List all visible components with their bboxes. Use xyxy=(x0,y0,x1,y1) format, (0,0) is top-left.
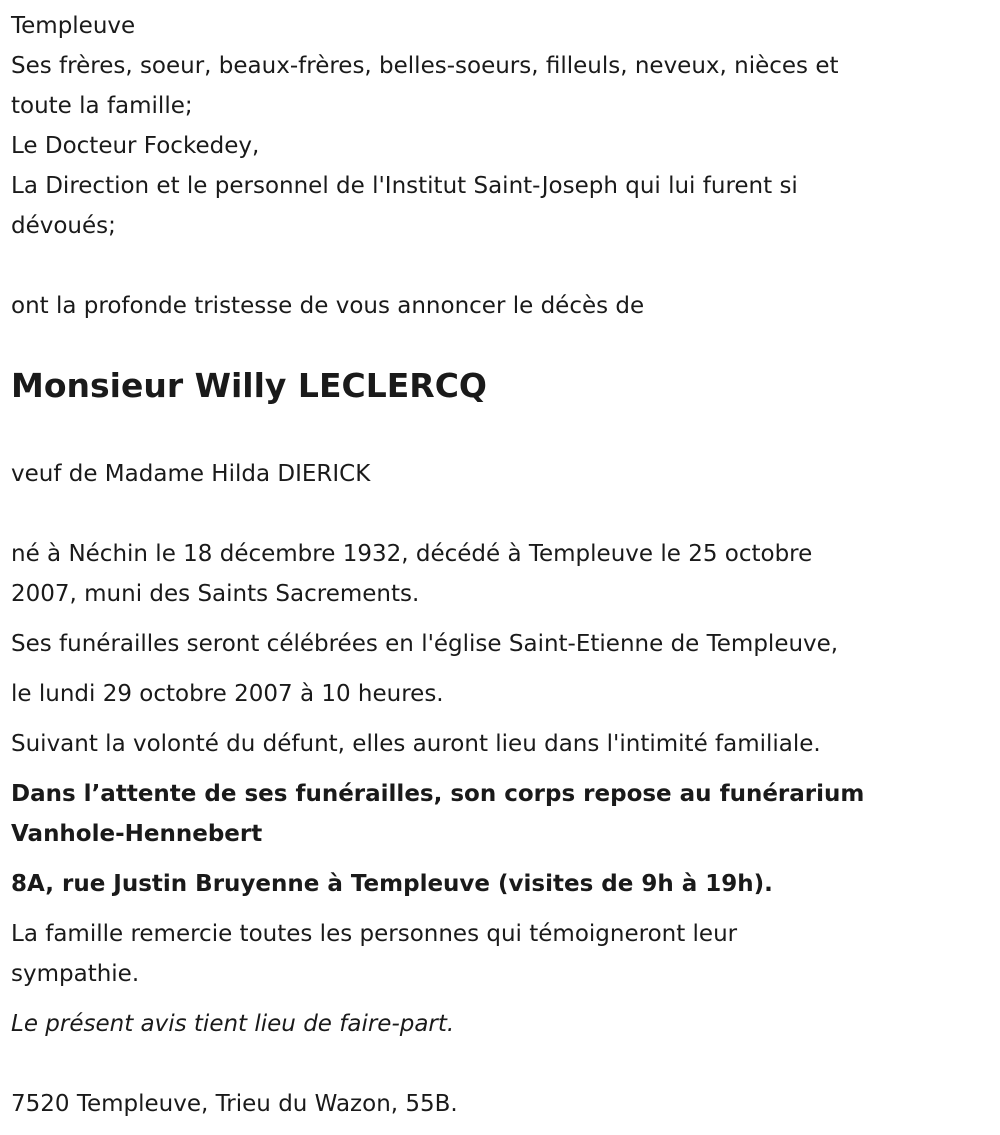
intimacy: Suivant la volonté du défunt, elles auront lieu dans l'intimité familiale. xyxy=(11,731,821,757)
funeral-line-1: Ses funérailles seront célébrées en l'église Saint-Etienne de Templeuve, xyxy=(11,631,839,657)
siblings-line-1: Ses frères, soeur, beaux-frères, belles-soeurs, filleuls, neveux, nièces et xyxy=(11,53,839,79)
funerarium-line-2: Vanhole-Hennebert xyxy=(11,821,263,847)
institute-line-2: dévoués; xyxy=(11,213,116,239)
institute-line-1: La Direction et le personnel de l'Institut Saint-Joseph qui lui furent si xyxy=(11,173,798,199)
funerarium-address: 8A, rue Justin Bruyenne à Templeuve (visites de 9h à 19h). xyxy=(11,871,773,897)
widower-of: veuf de Madame Hilda DIERICK xyxy=(11,461,371,487)
siblings-line-2: toute la famille; xyxy=(11,93,193,119)
doctor: Le Docteur Fockedey, xyxy=(11,133,260,159)
thanks-line-2: sympathie. xyxy=(11,961,140,987)
family-block xyxy=(11,6,1000,246)
funerarium-line-1: Dans l’attente de ses funérailles, son corps repose au funérarium xyxy=(11,781,865,807)
deceased-name: Monsieur Willy LECLERCQ xyxy=(11,366,487,405)
birth-death-line-1: né à Néchin le 18 décembre 1932, décédé à Templeuve le 25 octobre xyxy=(11,541,813,567)
notice: Le présent avis tient lieu de faire-part. xyxy=(11,1011,455,1037)
thanks xyxy=(11,914,1000,994)
funeral-line-2: le lundi 29 octobre 2007 à 10 heures. xyxy=(11,681,444,707)
address: 7520 Templeuve, Trieu du Wazon, 55B. xyxy=(11,1091,458,1117)
announcement: ont la profonde tristesse de vous annoncer le décès de xyxy=(11,293,645,319)
birth-death xyxy=(11,534,1000,614)
birth-death-line-2: 2007, muni des Saints Sacrements. xyxy=(11,581,420,607)
funeral xyxy=(11,624,1000,664)
funerarium xyxy=(11,774,1000,854)
location: Templeuve xyxy=(11,13,136,39)
thanks-line-1: La famille remercie toutes les personnes qui témoigneront leur xyxy=(11,921,738,947)
